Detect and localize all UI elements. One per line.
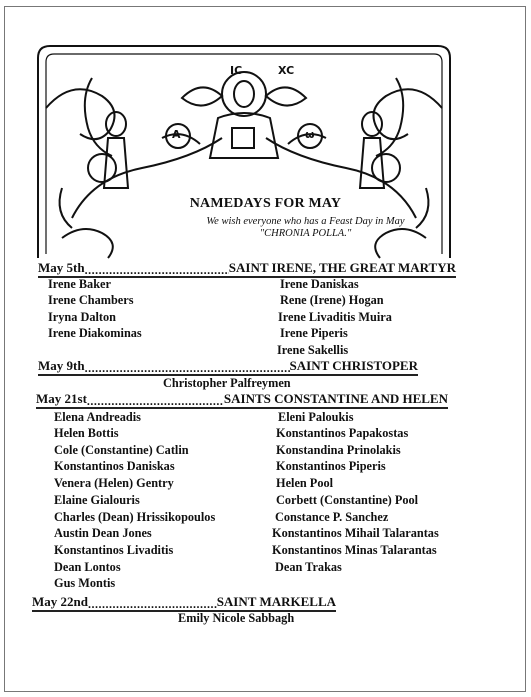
list-item: Cole (Constantine) Catlin [54,443,189,457]
leader-dots [85,362,290,374]
feast-saint: SAINT IRENE, THE GREAT MARTYR [228,260,456,275]
list-item: Irene Livaditis Muira [278,310,392,324]
page-title: NAMEDAYS FOR MAY [189,196,342,211]
feast-header-may-5 [38,260,456,278]
list-item: Konstantinos Minas Talarantas [272,543,437,557]
list-item: Christopher Palfreymen [163,376,291,390]
list-item: Corbett (Constantine) Pool [276,493,419,507]
list-item: Irene Piperis [280,326,348,340]
list-item: Konstantinos Daniskas [54,459,175,473]
list-item: Eleni Paloukis [278,410,354,424]
list-item: Konstantinos Mihail Talarantas [272,526,439,540]
list-item: Konstantinos Piperis [276,459,386,473]
feast-date: May 9th [38,358,85,373]
list-item: Elena Andreadis [54,410,141,424]
feast-header-may-22 [32,594,336,612]
list-item: Rene (Irene) Hogan [280,293,384,307]
list-item: Dean Lontos [54,560,121,574]
list-item: Konstantinos Papakostas [276,426,409,440]
subtitle-line-2: "CHRONIA POLLA." [259,228,352,239]
list-item: Iryna Dalton [48,310,116,324]
list-item: Konstantinos Livaditis [54,543,174,557]
list-item: Emily Nicole Sabbagh [178,611,295,625]
list-item: Gus Montis [54,576,116,590]
list-item: Konstandina Prinolakis [276,443,401,457]
xc-label: XC [278,64,295,77]
feast-date: May 21st [36,391,87,406]
ic-label: IC [230,64,243,77]
leader-dots [87,395,224,407]
feast-date: May 5th [38,260,85,275]
list-item: Irene Daniskas [280,277,359,291]
list-item: Elaine Gialouris [54,493,140,507]
list-item: Charles (Dean) Hrissikopoulos [54,510,216,524]
list-item: Irene Sakellis [277,343,349,357]
omega-label: ω [305,128,315,141]
feast-saint: SAINT CHRISTOPER [289,358,418,373]
list-item: Constance P. Sanchez [275,510,389,524]
list-item: Irene Diakominas [48,326,142,340]
leader-dots [88,598,217,610]
feast-header-may-21 [36,391,448,409]
subtitle-line-1: We wish everyone who has a Feast Day in May [206,216,405,227]
feast-date: May 22nd [32,594,88,609]
feast-saint: SAINTS CONSTANTINE AND HELEN [223,391,448,406]
list-item: Helen Bottis [54,426,119,440]
list-item: Irene Chambers [48,293,134,307]
leader-dots [85,264,229,276]
alpha-label: A [172,128,181,141]
feast-header-may-9 [38,358,418,376]
list-item: Helen Pool [276,476,334,490]
feast-saint: SAINT MARKELLA [216,594,336,609]
list-item: Venera (Helen) Gentry [54,476,174,490]
list-item: Dean Trakas [275,560,342,574]
list-item: Irene Baker [48,277,111,291]
list-item: Austin Dean Jones [54,526,152,540]
